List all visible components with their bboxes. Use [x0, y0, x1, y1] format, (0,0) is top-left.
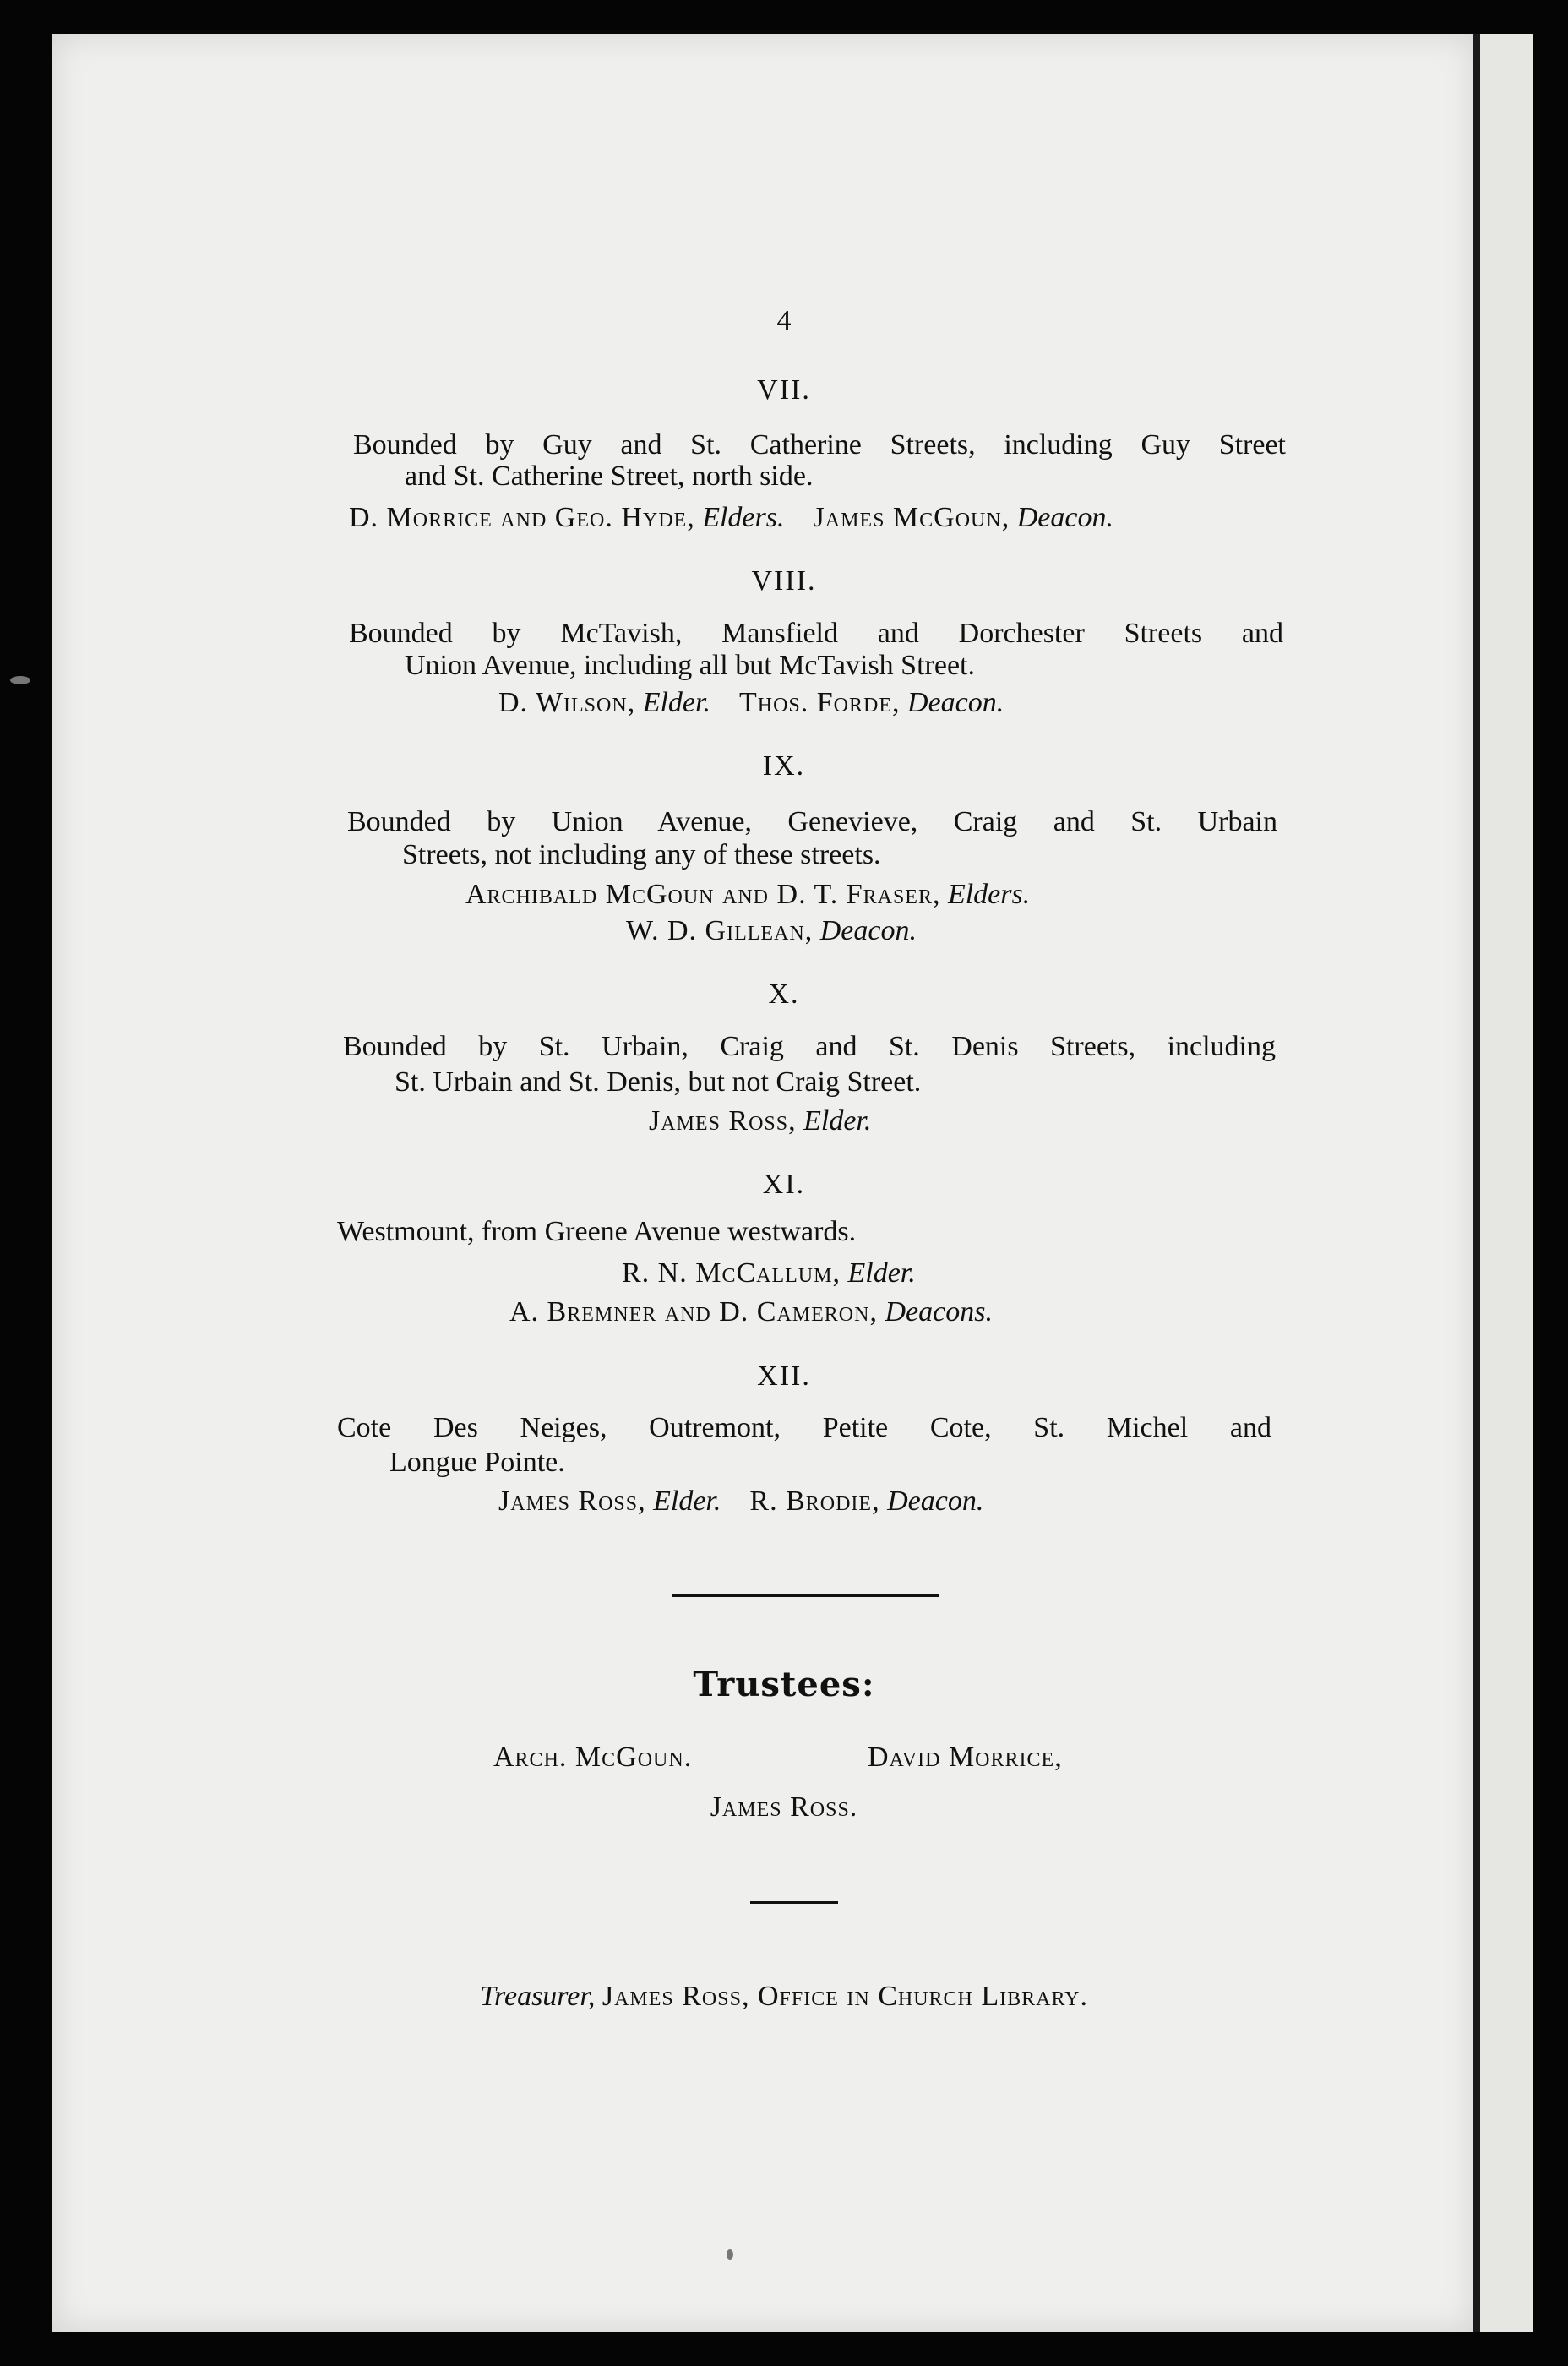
- officer-role: Deacon.: [887, 1486, 984, 1517]
- district-heading: VIII.: [751, 565, 817, 597]
- officer-role: Elders.: [947, 879, 1031, 910]
- district-heading: IX.: [762, 750, 806, 782]
- treasurer-text: James Ross, Office in Church Library.: [602, 1981, 1089, 2012]
- trustee-name: David Morrice,: [868, 1742, 1063, 1773]
- district-description: and St. Catherine Street, north side.: [405, 461, 814, 492]
- district-description: Cote Des Neiges, Outremont, Petite Cote, St. Michel and: [337, 1412, 1271, 1443]
- officer-role: Elder.: [653, 1486, 721, 1517]
- scan-speck: [727, 2249, 733, 2260]
- officer-name: W. D. Gillean,: [626, 915, 814, 946]
- district-description: Streets, not including any of these streets.: [402, 839, 881, 870]
- officer-role: Elder.: [847, 1257, 916, 1289]
- district-officers: [498, 1487, 983, 1516]
- officer-name: Archibald McGoun and D. T. Fraser,: [466, 879, 941, 910]
- officer-name: R. Brodie,: [749, 1486, 880, 1517]
- district-officers: [626, 917, 917, 946]
- district-description: Union Avenue, including all but McTavish Street.: [405, 650, 975, 681]
- district-description: St. Urbain and St. Denis, but not Craig Street.: [395, 1066, 922, 1098]
- district-description: Longue Pointe.: [389, 1447, 565, 1478]
- officer-name: R. N. McCallum,: [622, 1257, 841, 1289]
- treasurer-role: Treasurer,: [479, 1981, 596, 2012]
- district-heading: XI.: [762, 1169, 806, 1200]
- officer-role: Deacon.: [1016, 502, 1113, 533]
- page-number: 4: [776, 305, 792, 336]
- trustee-name: Arch. McGoun.: [493, 1742, 693, 1773]
- district-officers: [649, 1107, 871, 1136]
- district-description: Bounded by St. Urbain, Craig and St. Denis Streets, including: [343, 1031, 1276, 1062]
- officer-role: Elders.: [702, 502, 785, 533]
- district-description: Westmount, from Greene Avenue westwards.: [337, 1216, 857, 1247]
- officer-name: D. Wilson,: [498, 687, 636, 718]
- officer-role: Deacons.: [885, 1296, 993, 1327]
- district-officers: [509, 1298, 993, 1327]
- district-description: Bounded by Union Avenue, Genevieve, Craig and St. Urbain: [347, 806, 1277, 837]
- section-divider: [672, 1594, 939, 1597]
- district-officers: [466, 880, 1030, 909]
- district-heading: VII.: [757, 374, 811, 406]
- district-heading: XII.: [757, 1360, 811, 1392]
- officer-name: James Ross,: [649, 1105, 797, 1137]
- trustees-heading: Trustees:: [693, 1665, 875, 1704]
- officer-role: Deacon.: [819, 915, 917, 946]
- district-officers: [349, 504, 1113, 532]
- district-officers: [622, 1259, 916, 1288]
- officer-name: D. Morrice and Geo. Hyde,: [349, 502, 695, 533]
- district-heading: X.: [768, 979, 800, 1010]
- officer-name: James McGoun,: [813, 502, 1010, 533]
- district-officers: [498, 689, 1004, 717]
- officer-role: Elder.: [803, 1105, 872, 1137]
- trustee-name: James Ross.: [710, 1791, 858, 1823]
- officer-name: Thos. Forde,: [738, 687, 901, 718]
- section-divider: [750, 1901, 838, 1904]
- officer-role: Deacon.: [907, 687, 1004, 718]
- district-description: Bounded by Guy and St. Catherine Streets, including Guy Street: [353, 429, 1286, 461]
- officer-name: A. Bremner and D. Cameron,: [509, 1296, 878, 1327]
- treasurer-line: [0, 1982, 1568, 2011]
- officer-name: James Ross,: [498, 1486, 646, 1517]
- district-description: Bounded by McTavish, Mansfield and Dorchester Streets and: [349, 618, 1283, 649]
- scan-speck: [10, 676, 30, 684]
- officer-role: Elder.: [642, 687, 710, 718]
